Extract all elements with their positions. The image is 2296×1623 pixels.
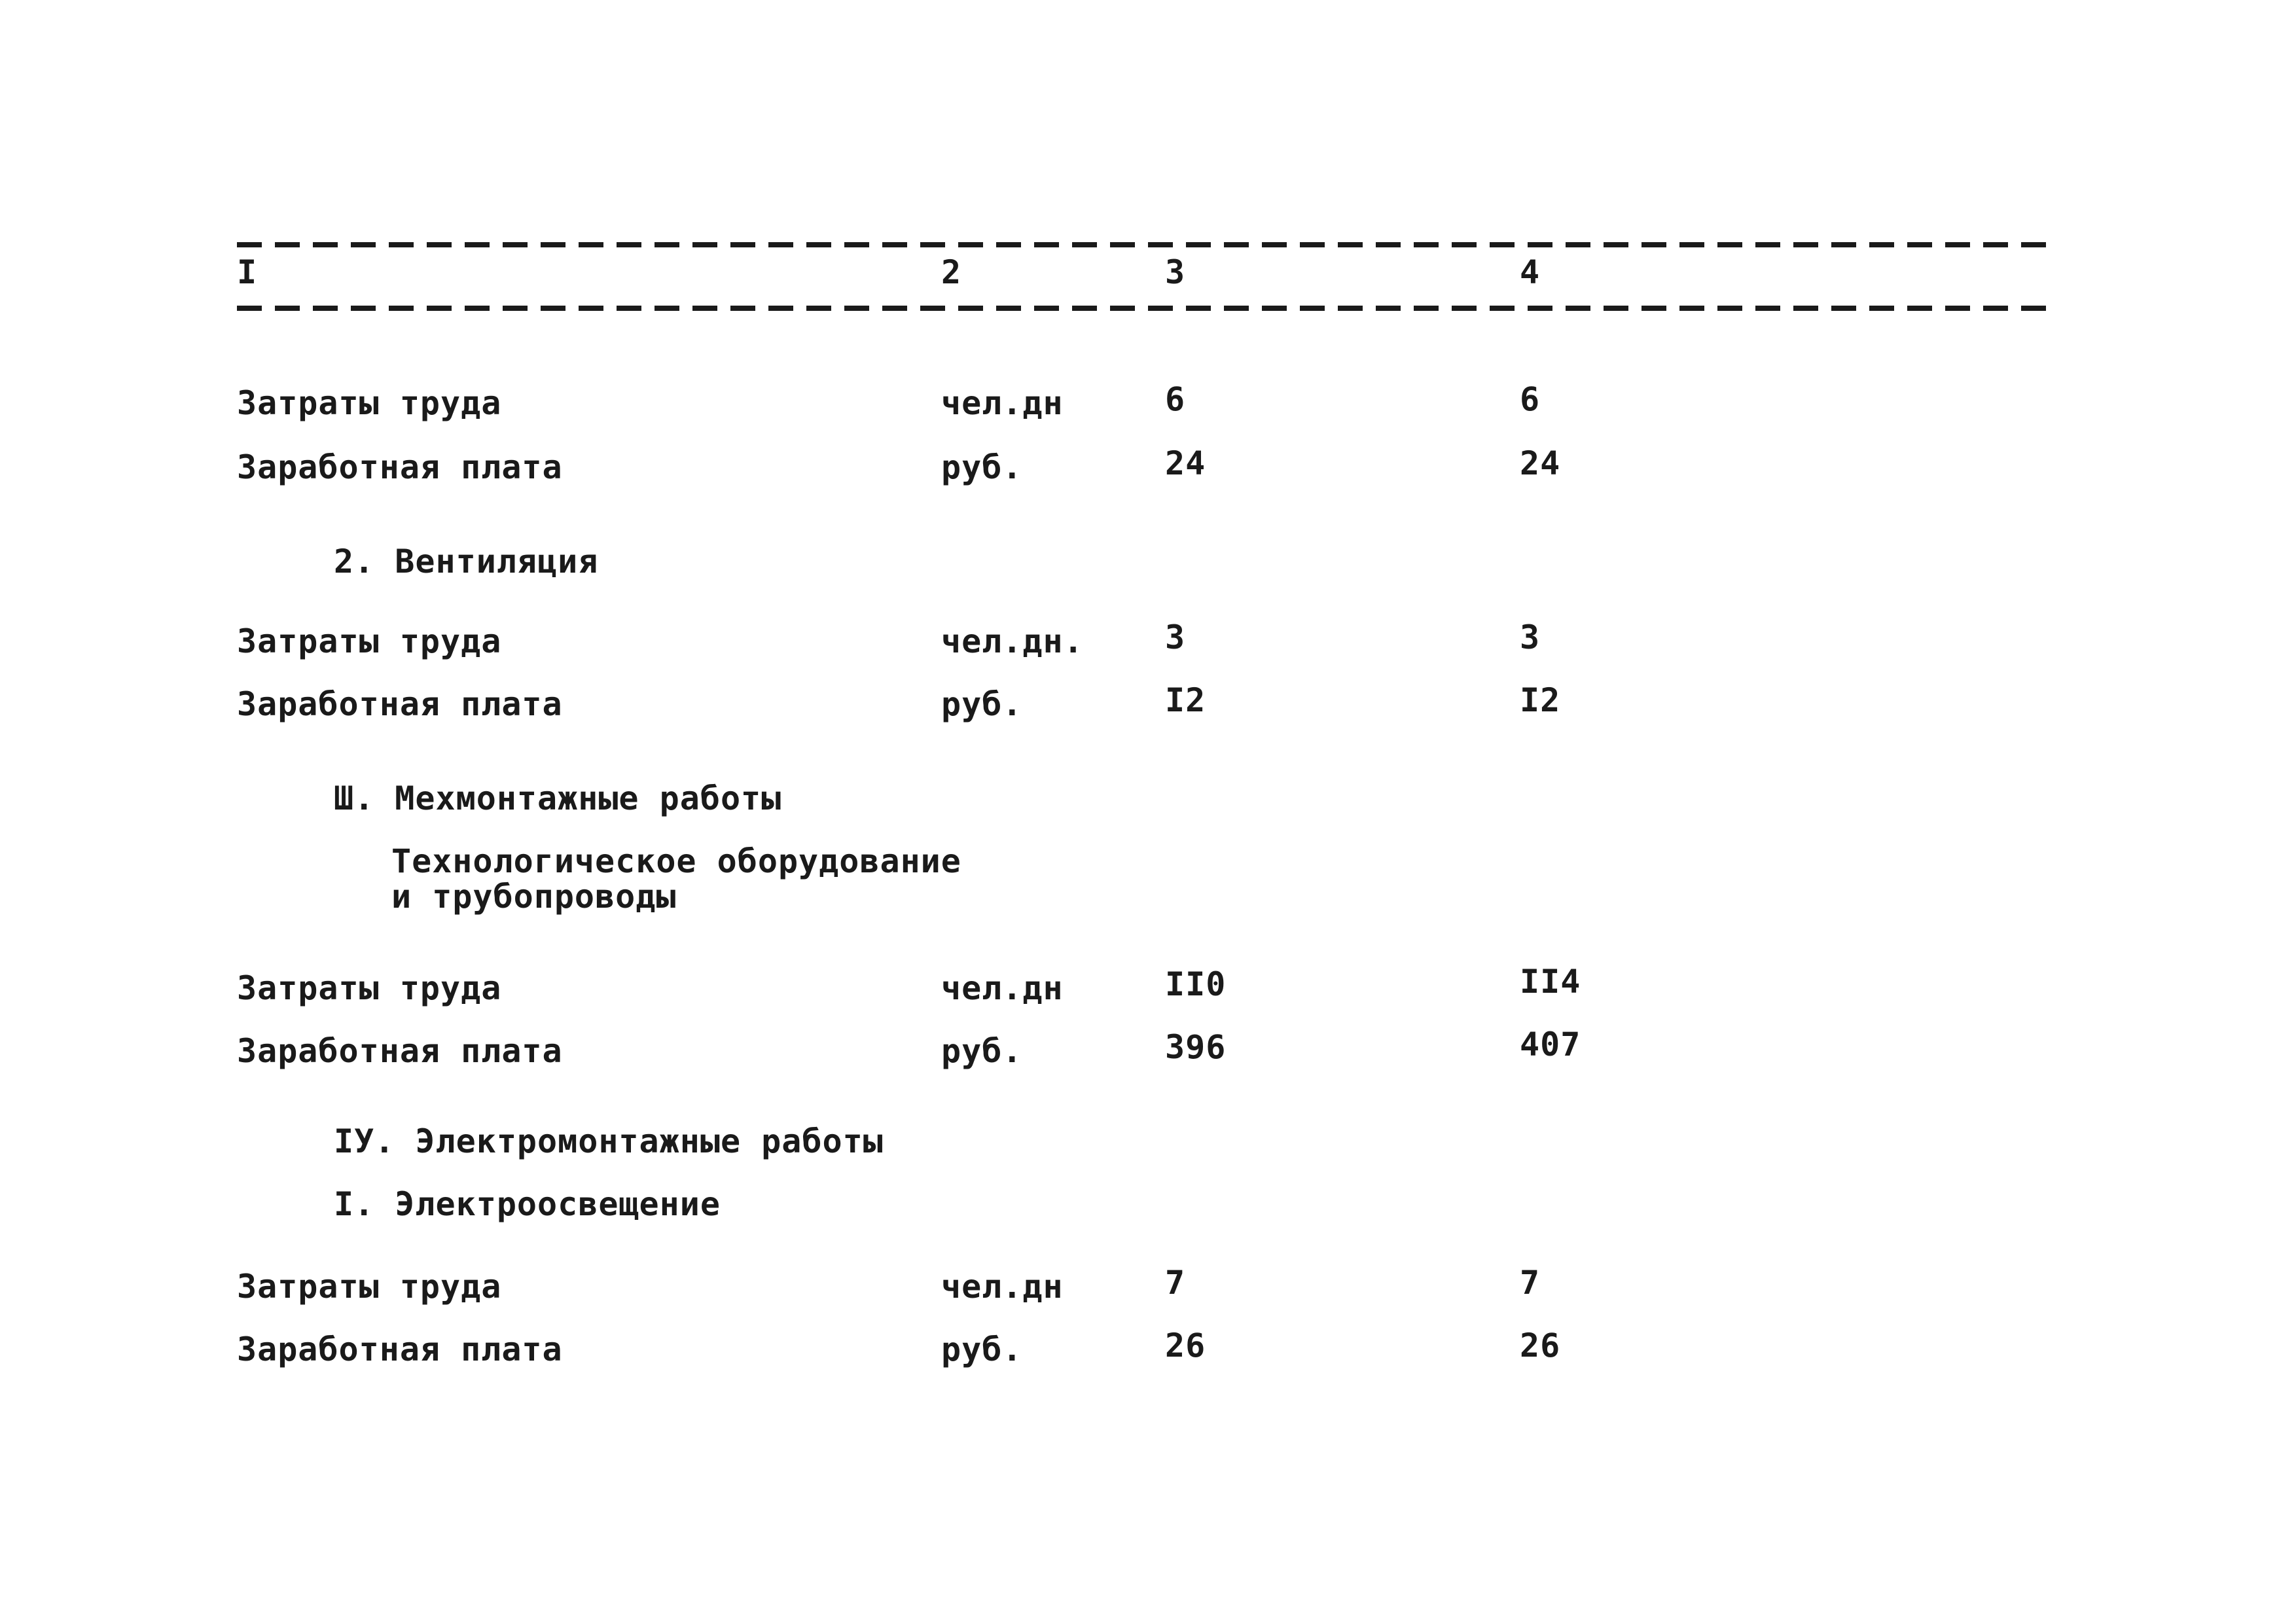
row-value-col3: II0 bbox=[1165, 965, 1227, 1003]
row-label: Заработная плата bbox=[237, 1330, 563, 1368]
row-label: Затраты труда bbox=[237, 622, 502, 660]
row-value-col4: 24 bbox=[1520, 444, 1561, 482]
row-unit: чел.дн. bbox=[941, 622, 1084, 660]
row-unit: чел.дн bbox=[941, 384, 1064, 422]
subsection-heading-tech-line-2: и трубопроводы bbox=[391, 878, 677, 916]
header-col-2: 2 bbox=[941, 253, 962, 291]
row-value-col4: 3 bbox=[1520, 618, 1541, 656]
section-heading-ventilation: 2. Вентиляция bbox=[334, 543, 599, 580]
row-value-col4: 7 bbox=[1520, 1264, 1541, 1302]
row-value-col4: I2 bbox=[1520, 681, 1561, 719]
row-label: Заработная плата bbox=[237, 1032, 563, 1070]
header-bottom-dashed-rule bbox=[237, 306, 2056, 311]
subsection-heading-tech-line-1: Технологическое оборудование bbox=[391, 842, 961, 880]
row-value-col4: 407 bbox=[1520, 1026, 1581, 1063]
row-value-col3: 3 bbox=[1165, 618, 1186, 656]
row-unit: чел.дн bbox=[941, 969, 1064, 1007]
header-col-3: 3 bbox=[1165, 253, 1186, 291]
header-col-4: 4 bbox=[1520, 253, 1541, 291]
row-label: Затраты труда bbox=[237, 969, 502, 1007]
row-unit: руб. bbox=[941, 448, 1023, 486]
row-unit: руб. bbox=[941, 685, 1023, 723]
section-heading-mech: Ш. Мехмонтажные работы bbox=[334, 779, 782, 817]
row-value-col4: 6 bbox=[1520, 380, 1541, 418]
section-heading-electro: IУ. Электромонтажные работы bbox=[334, 1122, 884, 1160]
row-value-col3: I2 bbox=[1165, 681, 1206, 719]
row-value-col3: 396 bbox=[1165, 1028, 1227, 1066]
row-label: Затраты труда bbox=[237, 1268, 502, 1306]
row-value-col4: 26 bbox=[1520, 1327, 1561, 1364]
row-value-col3: 6 bbox=[1165, 380, 1186, 418]
row-value-col3: 7 bbox=[1165, 1264, 1186, 1302]
row-value-col4: II4 bbox=[1520, 963, 1581, 1001]
row-value-col3: 24 bbox=[1165, 444, 1206, 482]
row-label: Заработная плата bbox=[237, 685, 563, 723]
subsection-heading-lighting: I. Электроосвещение bbox=[334, 1185, 721, 1223]
row-label: Затраты труда bbox=[237, 384, 502, 422]
row-unit: чел.дн bbox=[941, 1268, 1064, 1306]
header-col-1: I bbox=[237, 253, 258, 291]
row-label: Заработная плата bbox=[237, 448, 563, 486]
header-top-dashed-rule bbox=[237, 242, 2056, 247]
row-unit: руб. bbox=[941, 1330, 1023, 1368]
row-value-col3: 26 bbox=[1165, 1327, 1206, 1364]
row-unit: руб. bbox=[941, 1032, 1023, 1070]
